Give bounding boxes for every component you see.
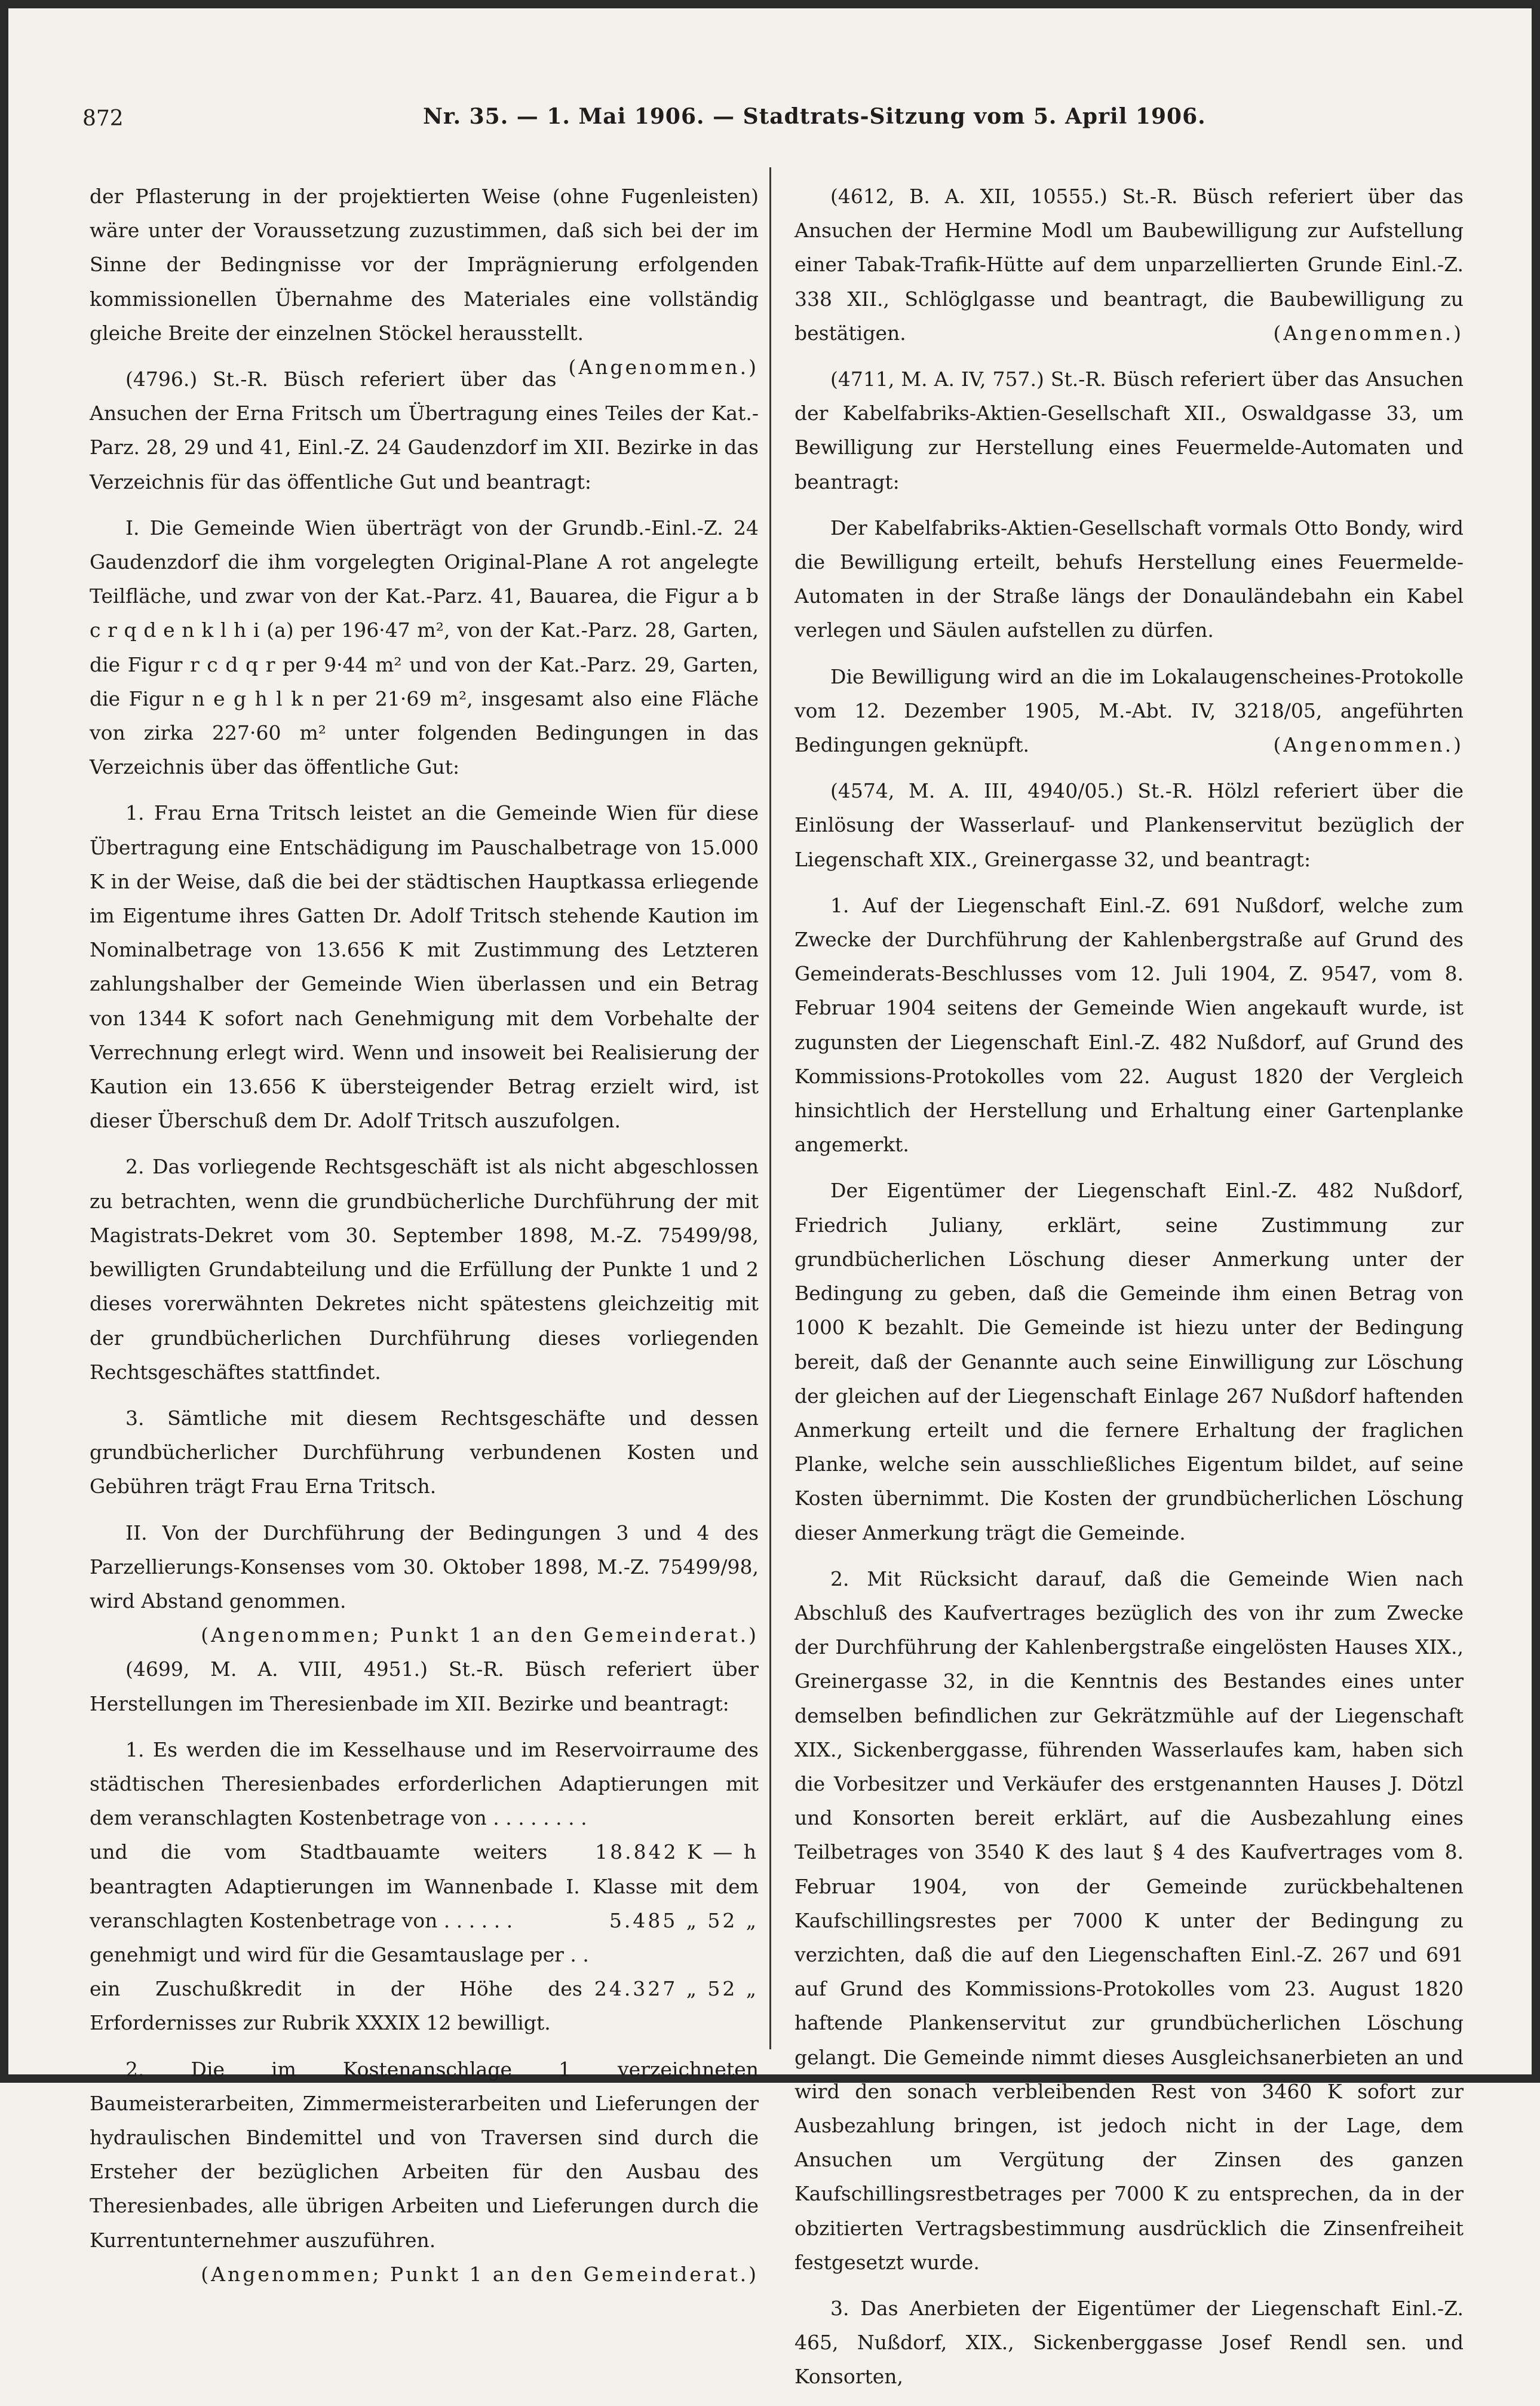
resolution-note: (Angenommen.)	[1273, 733, 1464, 757]
paragraph: 3. Sämtliche mit diesem Rechtsgeschäfte und dessen grundbücherlicher Durchführung verbundenen Kosten und Gebühren trägt Frau Erna Tritsch.	[90, 1406, 759, 1498]
paragraph-text: Die Bewilligung wird an die im Lokalaugenscheines-Protokolle vom 12. Dezember 1905, M.-Abt. IV, 3218/05, angeführten Bedingungen geknüpft.	[794, 664, 1464, 757]
cost-text: und die vom Stadtbauamte weiters beantragten Adaptierungen im Wannenbade I. Klasse mit dem veranschlagten Kostenbetrage von . . . . . .	[90, 1840, 759, 1932]
resolution-note: (Angenommen; Punkt 1 an den Gemeinderat.)	[201, 1623, 759, 1647]
paragraph: (4574, M. A. III, 4940/05.) St.-R. Hölzl referiert über die Einlösung der Wasserlauf- und Plankenservitut bezüglich der Liegenschaft XIX., Greinergasse 32, und beantragt:	[794, 779, 1464, 871]
paragraph: 1. Frau Erna Tritsch leistet an die Gemeinde Wien für diese Übertragung eine Entschädigung im Pauschalbetrage von 15.000 K in der Weise, daß die bei der städtischen Hauptkassa erliegende im Eigentume ihres Gatten Dr. Adolf Tritsch stehende Kaution im Nominalbetrage von 13.656 K mit Zustimmung des Letzteren zahlungshalber der Gemeinde Wien überlassen und ein Betrag von 1344 K sofort nach Genehmigung mit dem Vorbehalte der Verrechnung erlegt wird. Wenn und insoweit bei Realisierung der Kaution ein 13.656 K übersteigender Betrag erzielt wird, ist dieser Überschuß dem Dr. Adolf Tritsch auszufolgen.	[90, 801, 759, 1133]
resolution-note: (Angenommen.)	[568, 355, 759, 379]
paragraph	[794, 179, 1464, 350]
cost-line	[90, 1938, 759, 2001]
page-number: 872	[82, 106, 124, 131]
paragraph: 2. Das vorliegende Rechtsgeschäft ist als nicht abgeschlossen zu betrachten, wenn die grundbücherliche Durchführung der mit Magistrats-Dekret vom 30. September 1898, M.-Z. 75499/98, bewilligten Grundabteilung und die Erfüllung der Punkte 1 und 2 dieses vorerwähnten Dekretes nicht spätestens gleichzeitig mit der grundbücherlichen Durchführung dieses vorliegenden Rechtsgeschäftes stattfindet.	[90, 1155, 759, 1384]
cost-list	[90, 1733, 759, 2040]
paragraph: (4699, M. A. VIII, 4951.) St.-R. Büsch referiert über Herstellungen im Theresienbade im XII. Bezirke und beantragt:	[90, 1657, 759, 1715]
resolution-note: (Angenommen.)	[1273, 321, 1464, 345]
page-header	[76, 100, 1468, 142]
resolution-note: (Angenommen; Punkt 1 an den Gemeinderat.)	[201, 2262, 759, 2286]
paragraph-text: II. Von der Durchführung der Bedingungen 3 und 4 des Parzellierungs-Konsenses vom 30. Oktober 1898, M.-Z. 75499/98, wird Abstand genommen.	[90, 1521, 759, 1613]
paragraph	[90, 179, 759, 379]
cost-amount: 18.842 K — h	[595, 1840, 759, 1864]
cost-amount: 24.327 „ 52 „	[594, 1977, 759, 2001]
paragraph: 1. Auf der Liegenschaft Einl.-Z. 691 Nußdorf, welche zum Zwecke der Durchführung der Kahlenbergstraße auf Grund des Gemeinderats-Beschlusses vom 12. Juli 1904, Z. 9547, vom 8. Februar 1904 seitens der Gemeinde Wien angekauft wurde, ist zugunsten der Liegenschaft Einl.-Z. 482 Nußdorf, auf Grund des Kommissions-Protokolles vom 22. August 1820 der Vergleich hinsichtlich der Herstellung und Erhaltung einer Gartenplanke angemerkt.	[794, 893, 1464, 1157]
column-rule	[769, 167, 771, 2049]
paragraph: 3. Das Anerbieten der Eigentümer der Liegenschaft Einl.-Z. 465, Nußdorf, XIX., Sickenberggasse Josef Rendl sen. und Konsorten,	[794, 2296, 1464, 2389]
cost-text: genehmigt und wird für die Gesamtauslage per . .	[90, 1942, 589, 1966]
paragraph	[90, 1516, 759, 1647]
paragraph-text: (4612, B. A. XII, 10555.) St.-R. Büsch referiert über das Ansuchen der Hermine Modl um Baubewilligung zur Aufstellung einer Tabak-Trafik-Hütte auf dem unparzellierten Grunde Einl.-Z. 338 XII., Schlöglgasse und beantragt, die Baubewilligung zu bestätigen.	[794, 185, 1464, 345]
right-column	[794, 179, 1464, 2406]
paragraph: 2. Mit Rücksicht darauf, daß die Gemeinde Wien nach Abschluß des Kaufvertrages bezüglich des von ihr zum Zwecke der Durchführung der Kahlenbergstraße eingelösten Hauses XIX., Greinergasse 32, in die Kenntnis des Bestandes eines unter demselben befindlichen zur Gekrätzmühle auf der Liegenschaft XIX., Sickenberggasse, führenden Wasserlaufes kam, haben sich die Vorbesitzer und Verkäufer des erstgenannten Hauses J. Dötzl und Konsorten bereit erklärt, auf die Ausbezahlung eines Teilbetrages von 3540 K des laut § 4 des Kaufvertrages vom 8. Februar 1904, von der Gemeinde zurückbehaltenen Kaufschillingsrestes per 7000 K unter der Bedingung zu verzichten, daß die auf den Liegenschaften Einl.-Z. 267 und 691 auf Grund des Kommissions-Protokolles vom 23. August 1820 haftende Plankenservitut zur grundbücherlichen Löschung gelangt. Die Gemeinde nimmt dieses Ausgleichsanerbieten an und wird den sonach verbleibenden Rest von 3460 K sofort zur Ausbezahlung bringen, ist jedoch nicht in der Lage, dem Ansuchen um Vergütung der Zinsen des ganzen Kaufschillingsrestbetrages per 7000 K zu entsprechen, da in der obzitierten Vertragsbestimmung ausdrücklich die Zinsenfreiheit festgesetzt wurde.	[794, 1567, 1464, 2274]
running-head: Nr. 35. — 1. Mai 1906. — Stadtrats-Sitzung vom 5. April 1906.	[423, 104, 1206, 129]
paragraph: I. Die Gemeinde Wien überträgt von der Grundb.-Einl.-Z. 24 Gaudenzdorf die ihm vorgelegten Original-Plane A rot angelegte Teilfläche, und zwar von der Kat.-Parz. 41, Bauarea, die Figur a b c r q d e n k l h i (a) per 196·47 m², von der Kat.-Parz. 28, Garten, die Figur r c d q r per 9·44 m² und von der Kat.-Parz. 29, Garten, die Figur n e g h l k n per 21·69 m², insgesamt also eine Fläche von zirka 227·60 m² unter folgenden Bedingungen in das Verzeichnis über das öffentliche Gut:	[90, 516, 759, 779]
paragraph	[794, 660, 1464, 762]
cost-line: ein Zuschußkredit in der Höhe des Erfordernisses zur Rubrik XXXIX 12 bewilligt.	[90, 1977, 582, 2035]
paragraph: (4711, M. A. IV, 757.) St.-R. Büsch referiert über das Ansuchen der Kabelfabriks-Aktien-Gesellschaft XII., Oswaldgasse 33, um Bewilligung zur Herstellung eines Feuermelde-Automaten und beantragt:	[794, 367, 1464, 494]
left-column	[90, 179, 759, 2291]
paragraph	[90, 2052, 759, 2286]
cost-text: 1. Es werden die im Kesselhause und im Reservoirraume des städtischen Theresienbades erforderlichen Adaptierungen mit dem veranschlagten Kostenbetrage von . . . . . . . .	[90, 1737, 759, 1830]
paragraph: Der Eigentümer der Liegenschaft Einl.-Z. 482 Nußdorf, Friedrich Juliany, erklärt, seine Zustimmung zur grundbücherlichen Löschung dieser Anmerkung unter der Bedingung zu geben, daß die Gemeinde ihm einen Betrag von 1000 K bezahlt. Die Gemeinde ist hiezu unter der Bedingung bereit, daß der Genannte auch seine Einwilligung zur Löschung der gleichen auf der Liegenschaft Einlage 267 Nußdorf haftenden Anmerkung erteilt und die fernere Erhaltung der fraglichen Planke, welche sein ausschließliches Eigentum bildet, auf seine Kosten übernimmt. Die Kosten der grundbücherlichen Löschung dieser Anmerkung trägt die Gemeinde.	[794, 1179, 1464, 1544]
paragraph-text: 2. Die im Kostenanschlage 1 verzeichneten Baumeisterarbeiten, Zimmermeisterarbeiten und Lieferungen der hydraulischen Bindemittel und von Traversen sind durch die Ersteher der bezüglichen Arbeiten für den Ausbau des Theresienbades, alle übrigen Arbeiten und Lieferungen durch die Kurrentunternehmer auszuführen.	[90, 2057, 759, 2252]
paragraph: Der Kabelfabriks-Aktien-Gesellschaft vormals Otto Bondy, wird die Bewilligung erteilt, behufs Herstellung eines Feuermelde-Automaten in der Straße längs der Donauländebahn ein Kabel verlegen und Säulen aufstellen zu dürfen.	[794, 516, 1464, 642]
cost-amount: 5.485 „ 52 „	[609, 1908, 759, 1932]
paragraph-text: der Pflasterung in der projektierten Weise (ohne Fugenleisten) wäre unter der Voraussetzung zuzustimmen, daß sich bei der im Sinne der Bedingnisse vor der Imprägnierung erfolgenden kommissionellen Übernahme des Materiales eine vollständig gleiche Breite der einzelnen Stöckel herausstellt.	[90, 185, 759, 345]
paragraph: (4796.) St.-R. Büsch referiert über das Ansuchen der Erna Fritsch um Übertragung eines Teiles der Kat.-Parz. 28, 29 und 41, Einl.-Z. 24 Gaudenzdorf im XII. Bezirke in das Verzeichnis für das öffentliche Gut und beantragt:	[90, 367, 759, 494]
cost-line	[90, 1733, 759, 1864]
